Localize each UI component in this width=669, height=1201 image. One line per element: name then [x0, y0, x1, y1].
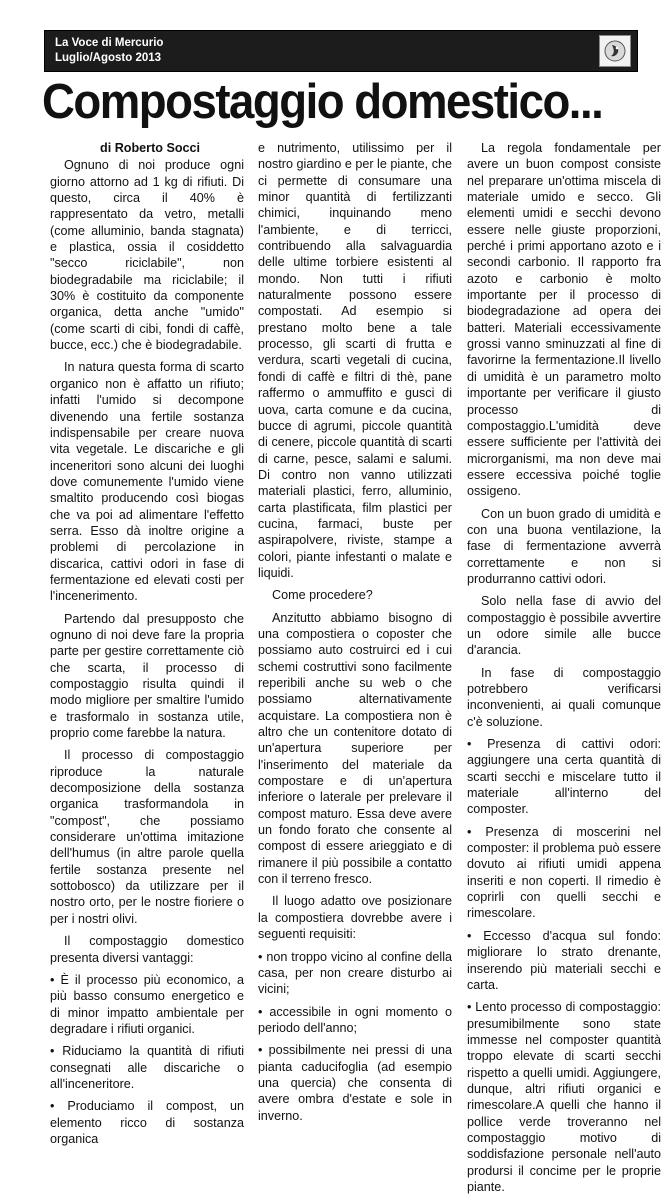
- bullet-item: • È il processo più economico, a più basso consumo energetico e di minor impatto ambientale per degradare i rifiuti organici.: [50, 972, 244, 1036]
- paragraph: Ognuno di noi produce ogni giorno attorno ad 1 kg di rifiuti. Di questo, circa il 40% è rappresentato da vetro, metalli (come alluminio, banda stagnata) e plastica, ossia il cosiddetto "secco riciclabile", non biodegradabile ma riciclabile; il 30% è costituito da componente organica, detta anche "umido" (come scarti di cibi, fondi di caffè, bucce, ecc.) che è biodegradabile.: [50, 158, 244, 353]
- article-column-1: [50, 140, 244, 1153]
- paragraph: e nutrimento, utilissimo per il nostro giardino e per le piante, che ci permette di consumare una minor quantità di fertilizzanti chimici, inquinando meno l'ambiente, e di terricci, contribuendo alla salvaguardia delle ultime torbiere esistenti al mondo. Non tutti i rifiuti naturalmente possono essere compostati. Ad esempio si prestano molto bene a tale processo, gli scarti di frutta e verdura, scarti vegetali di cucina, fondi di caffè e filtri di thè, pane raffermo o ammuffito e gusci di uova, carta comune e da cucina, bucce di agrumi, piccole quantità di cenere, piccole quantità di scarti di carne, pesce, salami e salumi. Di contro non vanno utilizzati materiali plastici, ferro, alluminio, carta plastificata, film plastici per cucina, farmaci, buste per aspirapolvere, riviste, stampe a colori, piante infestanti o malate e liquidi.: [258, 141, 452, 580]
- bullet-item: • accessibile in ogni momento o periodo dell'anno;: [258, 1004, 452, 1035]
- article-column-2: [258, 140, 452, 1130]
- bullet-item: • Presenza di moscerini nel composter: il problema può essere dovuto ai rifiuti umidi appena inseriti e non coperti. Il rimedio è coprirli con quelli secchi e rimescolare.: [467, 824, 661, 921]
- byline: di Roberto Socci: [100, 141, 201, 155]
- bullet-item: • possibilmente nei pressi di una pianta caducifoglia (ad esempio una quercia) che consenta di avere ombra d'estate e sole in inverno.: [258, 1043, 452, 1123]
- paragraph: Solo nella fase di avvio del compostaggio è possibile avvertire un odore simile alle bucce d'arancia.: [467, 594, 661, 658]
- bullet-item: • Lento processo di compostaggio: presumibilmente sono state immesse nel composter quantità troppo elevate di scarti secchi rispetto a quelli umidi. Aggiungere, dunque, altri rifiuti organici e rimescolare.A quelli che hanno il pollice verde troveranno nel compostaggio motivo di soddisfazione personale nell'auto prodursi il concime per le proprie piante.: [467, 1000, 661, 1194]
- paragraph: Il processo di compostaggio riproduce la naturale decomposizione della sostanza organica trasformandola in "compost", che possiamo considerare un'ottima imitazione dell'humus (in altre parole quella fertile sostanza presente nel sottobosco) da utilizzare per il nostro orto, per le nostre fioriere o per i nostri olivi.: [50, 748, 244, 926]
- paragraph: Il compostaggio domestico presenta diversi vantaggi:: [50, 934, 244, 965]
- bullet-item: • Riduciamo la quantità di rifiuti consegnati alle discariche o all'inceneritore.: [50, 1044, 244, 1091]
- bullet-item: • Eccesso d'acqua sul fondo: migliorare lo strato drenante, inserendo più materiali secchi e carta.: [467, 928, 661, 992]
- publication-name: La Voce di Mercurio: [55, 37, 164, 49]
- paragraph: Il luogo adatto ove posizionare la compostiera dovrebbe avere i seguenti requisiti:: [258, 894, 452, 942]
- subheading: Come procedere?: [272, 588, 373, 603]
- paragraph: Anzitutto abbiamo bisogno di una compostiera o coposter che possiamo auto costruirci ed i cui schemi costruttivi sono facilmente reperibili anche su web o che possiamo alternativamente acquistare. La compostiera non è altro che un contenitore dotato di un'apertura superiore per l'inserimento del materiale da compostare e di un'apertura inferiore o laterale per prelevare il compost maturo. Essa deve avere un fondo forato che consente al compost di essere arieggiato e di rimanere il più possibile a contatto con il terreno fresco.: [258, 610, 452, 887]
- paragraph: In fase di compostaggio potrebbero verificarsi inconvenienti, ai quali comunque c'è soluzione.: [467, 665, 661, 729]
- mercury-logo-icon: [599, 35, 631, 67]
- issue-date: Luglio/Agosto 2013: [55, 52, 162, 64]
- paragraph: In natura questa forma di scarto organico non è affatto un rifiuto; infatti l'umido si decompone divenendo una fertile sostanza indispensabile per creare nuova vita vegetale. Le discariche e gli inceneritori sono alcuni dei luoghi dove comunemente l'umido viene smaltito producendo così biogas che va poi ad alimentare l'effetto serra. Esso dà inoltre origine a problemi di percolazione in discarica, cattivi odori in fase di fermentazione ed elevati costi per l'incenerimento.: [50, 360, 244, 604]
- article-column-3: [467, 140, 661, 1201]
- masthead-bar: [44, 30, 638, 72]
- paragraph: La regola fondamentale per avere un buon compost consiste nel preparare un'ottima miscela di materiale umido e secco. Gli elementi umidi e secchi devono essere nelle giuste proporzioni, perché i primi apportano azoto e i secondi carbonio. Il rapporto fra azoto e carbonio è molto importante per il processo di biodegradazione ad opera dei batteri. Materiali eccessivamente grossi vanno sminuzzati al fine di favorirne la fermentazione.Il livello di umidità è un parametro molto importante per verificare il giusto processo di compostaggio.L'umidità deve essere sufficiente per l'attività dei microrganismi, ma non deve mai essere eccessiva poiché toglie ossigeno.: [467, 141, 661, 499]
- bullet-item: • Presenza di cattivi odori: aggiungere una certa quantità di scarti secchi e miscelare tutto il materiale all'interno del composter.: [467, 737, 661, 817]
- article-title: Compostaggio domestico...: [42, 75, 603, 129]
- bullet-item: • Produciamo il compost, un elemento ricco di sostanza organica: [50, 1099, 244, 1146]
- paragraph: Con un buon grado di umidità e con una buona ventilazione, la fase di fermentazione avverrà correttamente e non si produrranno cattivi odori.: [467, 506, 661, 586]
- paragraph: Partendo dal presupposto che ognuno di noi deve fare la propria parte per gestire correttamente ciò che scarta, il processo di compostaggio risulta quindi il modo migliore per smaltire l'umido e trasformalo in sostanza utile, proprio come farebbe la natura.: [50, 611, 244, 741]
- bullet-item: • non troppo vicino al confine della casa, per non creare disturbo ai vicini;: [258, 949, 452, 997]
- masthead: [55, 36, 163, 66]
